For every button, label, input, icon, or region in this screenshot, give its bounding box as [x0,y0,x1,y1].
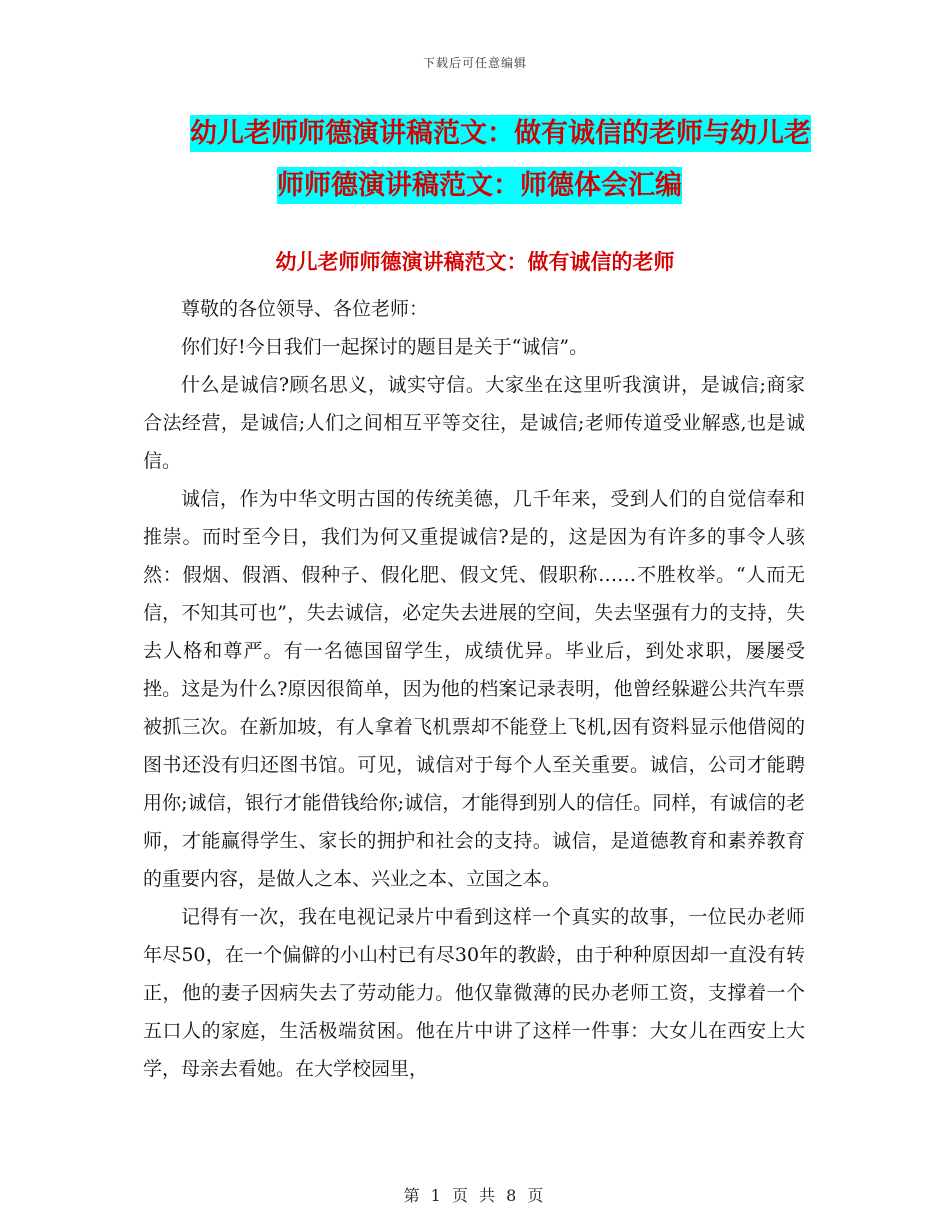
body-text [143,290,805,1088]
title-line-2 [190,160,810,212]
document-title [190,108,810,212]
paragraph-story: 记得有一次，我在电视记录片中看到这样一个真实的故事，一位民办老师年尽50，在一个偏僻的小山村已有尽30年的教龄，由于种种原因却一直没有转正，他的妻子因病失去了劳动能力。他仅靠微薄的民办老师工资，支撑着一个五口人的家庭，生活极端贫困。他在片中讲了这样一件事：大女儿在西安上大学，母亲去看她。在大学校园里， [143,906,805,1080]
paragraph-greeting: 你们好!今日我们一起探讨的题目是关于“诚信”。 [181,336,589,358]
page-footer: 第 1 页 共 8 页 [403,1186,547,1205]
paragraph-tradition: 诚信，作为中华文明古国的传统美德，几千年来，受到人们的自觉信奉和推崇。而时至今日，我们为何又重提诚信?是的，这是因为有许多的事令人骇然：假烟、假酒、假种子、假化肥、假文凭、假职称……不胜枚举。“人而无信，不知其可也”，失去诚信，必定失去进展的空间，失去坚强有力的支持，失去人格和尊严。有一名德国留学生，成绩优异。毕业后，到处求职，屡屡受挫。这是为什么?原因很简单，因为他的档案记录表明，他曾经躲避公共汽车票被抓三次。在新加坡，有人拿着飞机票却不能登上飞机,因有资料显示他借阅的图书还没有归还图书馆。可见，诚信对于每个人至关重要。诚信，公司才能聘用你;诚信，银行才能借钱给你;诚信，才能得到别人的信任。同样，有诚信的老师，才能赢得学生、家长的拥护和社会的支持。诚信，是道德教育和素养教育的重要内容，是做人之本、兴业之本、立国之本。 [143,488,805,890]
title-line-1-text: 幼儿老师师德演讲稿范文：做有诚信的老师与幼儿老 [190,115,811,152]
paragraph-salutation: 尊敬的各位领导、各位老师： [181,298,429,320]
title-line-1 [190,108,810,160]
section-title: 幼儿老师师德演讲稿范文：做有诚信的老师 [275,250,675,274]
header-note: 下载后可任意编辑 [422,56,527,70]
paragraph-definition: 什么是诚信?顾名思义，诚实守信。大家坐在这里听我演讲，是诚信;商家合法经营，是诚信;人们之间相互平等交往，是诚信;老师传道受业解惑,也是诚信。 [143,374,805,472]
title-line-2-text: 师师德演讲稿范文：师德体会汇编 [277,167,682,204]
